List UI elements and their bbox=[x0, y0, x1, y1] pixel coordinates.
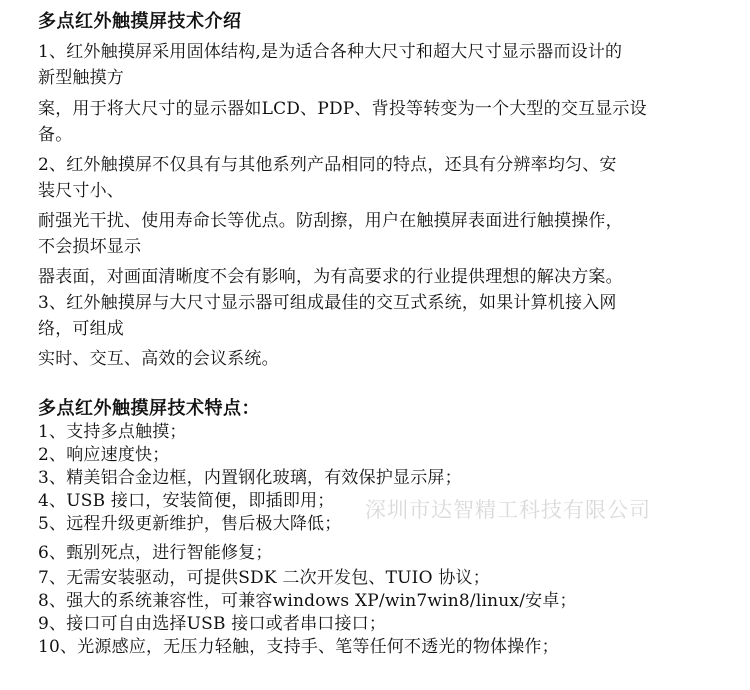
intro-line-1: 1、红外触摸屏采用固体结构,是为适合各种大尺寸和超大尺寸显示器而设计的 bbox=[38, 42, 623, 62]
intro-line-5: 2、红外触摸屏不仅具有与其他系列产品相同的特点，还具有分辨率均匀、安 bbox=[38, 155, 617, 175]
features-title: 多点红外触摸屏技术特点： bbox=[38, 398, 260, 419]
intro-line-9: 器表面，对画面清晰度不会有影响，为有高要求的行业提供理想的解决方案。 bbox=[38, 267, 623, 287]
company-watermark: 深圳市达智精工科技有限公司 bbox=[365, 498, 651, 522]
feature-item-3: 3、精美铝合金边框，内置钢化玻璃，有效保护显示屏； bbox=[38, 468, 462, 488]
intro-title: 多点红外触摸屏技术介绍 bbox=[38, 11, 242, 32]
feature-item-9: 9、接口可自由选择USB 接口或者串口接口； bbox=[38, 614, 387, 634]
feature-item-2: 2、响应速度快； bbox=[38, 445, 170, 465]
intro-line-6: 装尺寸小、 bbox=[38, 181, 124, 201]
intro-line-4: 备。 bbox=[38, 125, 73, 145]
feature-item-1: 1、支持多点触摸； bbox=[38, 422, 187, 442]
intro-line-2: 新型触摸方 bbox=[38, 68, 124, 88]
feature-item-7: 7、无需安装驱动，可提供SDK 二次开发包、TUIO 协议； bbox=[38, 568, 490, 588]
feature-item-8: 8、强大的系统兼容性，可兼容windows XP/win7win8/linux/安卓； bbox=[38, 591, 577, 611]
intro-line-3: 案，用于将大尺寸的显示器如LCD、PDP、背投等转变为一个大型的交互显示设 bbox=[38, 99, 647, 119]
intro-line-10: 3、红外触摸屏与大尺寸显示器可组成最佳的交互式系统，如果计算机接入网 bbox=[38, 293, 617, 313]
feature-item-5: 5、远程升级更新维护，售后极大降低； bbox=[38, 514, 342, 534]
intro-line-8: 不会损坏显示 bbox=[38, 237, 142, 257]
feature-item-10: 10、光源感应，无压力轻触，支持手、笔等任何不透光的物体操作； bbox=[38, 637, 559, 657]
feature-item-6: 6、甄别死点，进行智能修复； bbox=[38, 543, 273, 563]
intro-line-11: 络，可组成 bbox=[38, 319, 124, 339]
feature-item-4: 4、USB 接口，安装简便，即插即用； bbox=[38, 491, 335, 511]
intro-line-7: 耐强光干扰、使用寿命长等优点。防刮擦，用户在触摸屏表面进行触摸操作， bbox=[38, 211, 623, 231]
intro-line-12: 实时、交互、高效的会议系统。 bbox=[38, 349, 279, 369]
